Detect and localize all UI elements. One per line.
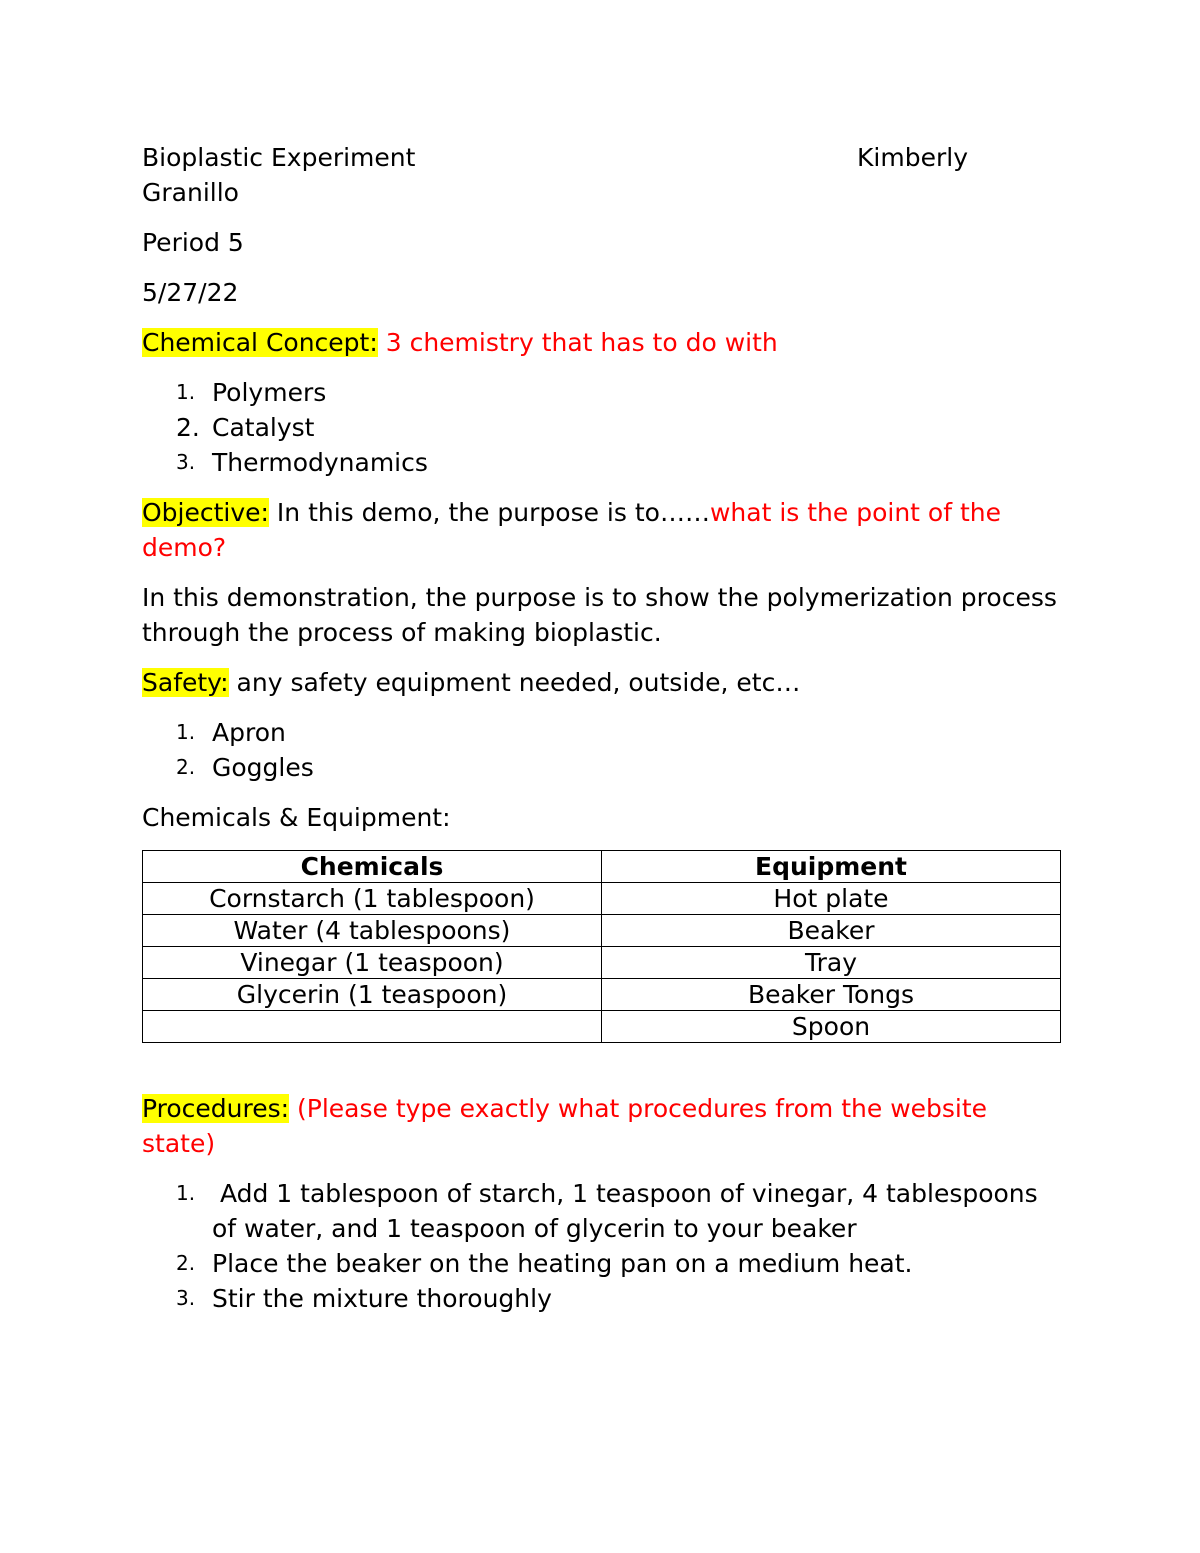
document-page	[142, 140, 1060, 1331]
list-number: 1.	[176, 380, 196, 404]
table-cell: Vinegar (1 teaspoon)	[143, 947, 602, 979]
list-item	[142, 1246, 1060, 1281]
procedures-line	[142, 1091, 1060, 1161]
list-number: 1.	[176, 1181, 196, 1205]
table-cell: Beaker Tongs	[602, 979, 1061, 1011]
list-number: 3.	[176, 1286, 196, 1310]
list-item	[142, 375, 1060, 410]
procedures-prompt: (Please type exactly what procedures from the website state)	[142, 1094, 988, 1158]
list-item	[142, 445, 1060, 480]
list-item	[142, 410, 1060, 445]
date-line: 5/27/22	[142, 278, 239, 307]
list-number: 2.	[176, 755, 196, 779]
list-item-text: Thermodynamics	[212, 448, 428, 477]
list-item	[142, 1176, 1060, 1246]
table-row	[143, 979, 1061, 1011]
table-cell	[143, 1011, 602, 1043]
author-first-name: Kimberly	[857, 143, 968, 172]
objective-label: Objective:	[142, 498, 269, 527]
objective-line	[142, 495, 1060, 565]
chemical-concept-prompt: 3 chemistry that has to do with	[385, 328, 778, 357]
document-title: Bioplastic Experiment	[142, 143, 416, 172]
table-cell: Hot plate	[602, 883, 1061, 915]
column-header-chemicals: Chemicals	[143, 851, 602, 883]
list-item-text: Add 1 tablespoon of starch, 1 teaspoon of vinegar, 4 tablespoons of water, and 1 teaspoon of glycerin to your beaker	[212, 1179, 1046, 1243]
list-number: 2.	[176, 1251, 196, 1275]
list-item-text: Stir the mixture thoroughly	[212, 1284, 552, 1313]
period-line: Period 5	[142, 228, 244, 257]
objective-answer: In this demonstration, the purpose is to show the polymerization process through the process of making bioplastic.	[142, 583, 1057, 647]
list-item-text: Apron	[212, 718, 286, 747]
table-header-row	[143, 851, 1061, 883]
safety-list	[142, 715, 1060, 785]
safety-label: Safety:	[142, 668, 229, 697]
column-header-equipment: Equipment	[602, 851, 1061, 883]
table-row	[143, 1011, 1061, 1043]
list-number: 3.	[176, 450, 196, 474]
objective-text: In this demo, the purpose is to……	[276, 498, 710, 527]
chemical-concept-list	[142, 375, 1060, 480]
chemical-concept-line	[142, 325, 1060, 360]
safety-line	[142, 665, 1060, 700]
chemical-concept-label: Chemical Concept:	[142, 328, 378, 357]
procedures-label: Procedures:	[142, 1094, 290, 1123]
table-row	[143, 947, 1061, 979]
title-line	[142, 140, 968, 175]
materials-heading: Chemicals & Equipment:	[142, 803, 451, 832]
table-cell: Cornstarch (1 tablespoon)	[143, 883, 602, 915]
author-last-name: Granillo	[142, 178, 239, 207]
table-row	[143, 915, 1061, 947]
table-row	[143, 883, 1061, 915]
table-cell: Beaker	[602, 915, 1061, 947]
list-number: 1.	[176, 720, 196, 744]
table-cell: Spoon	[602, 1011, 1061, 1043]
table-cell: Glycerin (1 teaspoon)	[143, 979, 602, 1011]
objective-prompt: what is the point of the demo?	[142, 498, 1001, 562]
list-item-text: Goggles	[212, 753, 314, 782]
safety-text: any safety equipment needed, outside, etc…	[236, 668, 801, 697]
list-item	[142, 750, 1060, 785]
list-item	[142, 715, 1060, 750]
list-item-text: Place the beaker on the heating pan on a medium heat.	[212, 1249, 913, 1278]
list-item-text: Polymers	[212, 378, 327, 407]
list-item-text: Catalyst	[212, 413, 315, 442]
table-cell: Tray	[602, 947, 1061, 979]
table-cell: Water (4 tablespoons)	[143, 915, 602, 947]
procedures-list	[142, 1176, 1060, 1316]
list-number: 2.	[176, 413, 200, 442]
materials-table	[142, 850, 1061, 1043]
list-item	[142, 1281, 1060, 1316]
